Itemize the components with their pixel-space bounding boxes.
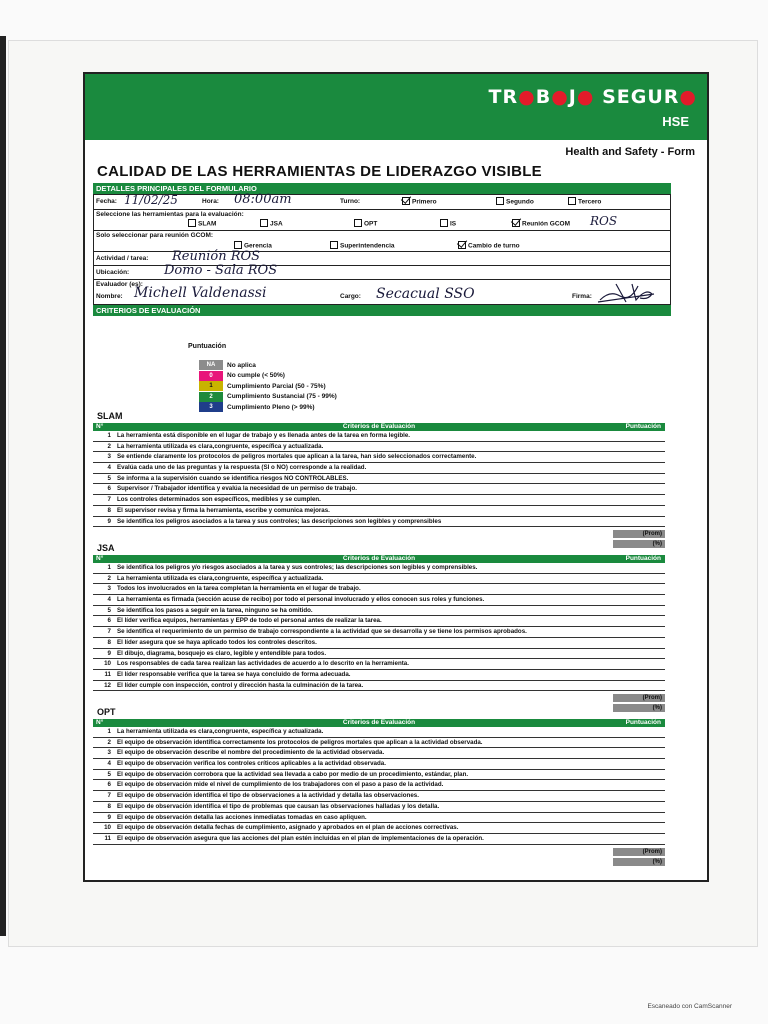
brand-logo: TR●B●J● SEGUR● <box>488 86 697 108</box>
scan-edge <box>0 36 6 936</box>
table-row[interactable] <box>93 813 665 824</box>
turno-tercero[interactable]: Tercero <box>568 198 601 206</box>
percent-cell: (%) <box>613 704 665 712</box>
row-criterion: La herramienta utilizada es clara,congruente, específica y actualizada. <box>117 574 324 582</box>
row-number: 8 <box>107 506 111 514</box>
tool-opt[interactable]: OPT <box>354 220 377 228</box>
header-num: N° <box>96 719 104 726</box>
table-row[interactable] <box>93 770 665 781</box>
row-number: 9 <box>107 517 111 525</box>
row-evaluador: Evaluador (es): Nombre: Michell Valdenassi Cargo: Secacual SSO Firma: <box>94 279 670 304</box>
row-criterion: El equipo de observación detalla fechas de cumplimiento, asignado y aprobados en el plan de acciones correctivas. <box>117 824 459 832</box>
row-number: 10 <box>104 660 111 668</box>
row-number: 1 <box>107 564 111 571</box>
prom-cell: (Prom) <box>613 694 665 702</box>
row-criterion: El equipo de observación mide el nivel de cumplimiento de los trabajadores con el paso a paso de la actividad. <box>117 781 444 789</box>
slam-label: SLAM <box>97 411 123 421</box>
legend-swatch: 0 <box>199 371 223 381</box>
table-row[interactable] <box>93 780 665 791</box>
legend-item <box>199 381 326 391</box>
row-number: 5 <box>107 606 111 614</box>
table-row[interactable] <box>93 474 665 485</box>
legend-swatch: 2 <box>199 392 223 402</box>
legend-swatch: 3 <box>199 402 223 412</box>
table-row[interactable] <box>93 681 665 692</box>
prom-cell: (Prom) <box>613 848 665 856</box>
row-criterion: El supervisor revisa y firma la herramienta, escribe y comunica mejoras. <box>117 506 330 514</box>
nombre-value[interactable]: Michell Valdenassi <box>134 285 267 301</box>
row-criterion: El líder cumple con inspección, control y dirección hasta la culminación de la tarea. <box>117 681 364 689</box>
row-actividad: Actividad / tarea: Reunión ROS <box>94 251 670 265</box>
hora-value[interactable]: 08:00am <box>234 192 292 207</box>
legend-item <box>199 360 256 370</box>
row-criterion: Se identifica el requerimiento de un permiso de trabajo correspondiente a la actividad que se desarrolla y se tiene los permisos aprobados. <box>117 628 527 636</box>
header-criterios: Criterios de Evaluación <box>342 719 416 726</box>
table-row[interactable] <box>93 463 665 474</box>
row-criterion: Se entiende claramente los protocolos de peligros mortales que aplican a la tarea, han sido seleccionados correctamente. <box>117 453 477 461</box>
table-row[interactable] <box>93 738 665 749</box>
row-number: 4 <box>107 464 111 472</box>
actividad-value[interactable]: Reunión ROS <box>172 249 261 264</box>
row-number: 7 <box>107 792 111 800</box>
row-number: 7 <box>107 496 111 504</box>
turno-primero[interactable]: Primero <box>402 198 437 206</box>
header-criterios: Criterios de Evaluación <box>342 555 416 562</box>
row-number: 2 <box>107 442 111 450</box>
tool-jsa[interactable]: JSA <box>260 220 283 228</box>
table-row[interactable] <box>93 748 665 759</box>
header-puntuacion: Puntuación <box>625 423 661 430</box>
row-criterion: Se identifica los pasos a seguir en la tarea, ninguno se ha omitido. <box>117 606 313 614</box>
table-row[interactable] <box>93 606 665 617</box>
table-row[interactable] <box>93 616 665 627</box>
row-number: 9 <box>107 813 111 821</box>
tool-reunion-gcom[interactable]: Reunión GCOM <box>512 220 570 228</box>
row-number: 8 <box>107 802 111 810</box>
totals-block <box>93 691 665 713</box>
row-criterion: El dibujo, diagrama, bosquejo es claro, legible y entendible para todos. <box>117 649 327 657</box>
header-puntuacion: Puntuación <box>625 719 661 726</box>
row-number: 12 <box>104 681 111 689</box>
table-row[interactable] <box>93 595 665 606</box>
percent-cell: (%) <box>613 858 665 866</box>
fecha-value[interactable]: 11/02/25 <box>124 193 178 207</box>
ubicacion-value[interactable]: Domo - Sala ROS <box>164 263 278 278</box>
row-criterion: El equipo de observación identifica el tipo de observaciones a la actividad y detalla las observaciones. <box>117 792 419 800</box>
cargo-value[interactable]: Secacual SSO <box>376 286 475 302</box>
details-section <box>93 183 671 316</box>
criteria-bar: CRITERIOS DE EVALUACIÓN <box>93 305 671 316</box>
header-banner <box>85 74 707 140</box>
table-row[interactable] <box>93 452 665 463</box>
row-number: 1 <box>107 432 111 439</box>
gcom-cambio-turno[interactable]: Cambio de turno <box>458 242 520 250</box>
row-criterion: Se identifica los peligros asociados a la tarea y sus controles; las descripciones son legibles y comprensibles <box>117 517 442 525</box>
legend-item <box>199 371 285 381</box>
row-number: 7 <box>107 628 111 636</box>
table-row[interactable] <box>93 442 665 453</box>
header-num: N° <box>96 423 104 430</box>
row-criterion: Los controles determinados son específicos, medibles y se cumplen. <box>117 496 321 504</box>
row-criterion: La herramienta utilizada es clara,congruente, específica y actualizada. <box>117 728 324 735</box>
table-row[interactable] <box>93 823 665 834</box>
form <box>83 72 709 882</box>
details-bar: DETALLES PRINCIPALES DEL FORMULARIO <box>93 183 671 194</box>
row-criterion: La herramienta está disponible en el lugar de trabajo y es llenada antes de la tarea en forma legible. <box>117 432 410 439</box>
totals-block <box>93 527 665 549</box>
table-row[interactable] <box>93 506 665 517</box>
row-tools: Seleccione las herramientas para la evaluación: SLAM JSA OPT IS Reunión GCOM ROS <box>94 209 670 230</box>
row-criterion: El equipo de observación identifica correctamente los protocolos de peligros mortales que aplican a la actividad observada. <box>117 738 483 746</box>
opt-label: OPT <box>97 707 116 717</box>
gcom-superintendencia[interactable]: Superintendencia <box>330 242 395 250</box>
table-row[interactable] <box>93 649 665 660</box>
row-number: 11 <box>104 670 111 678</box>
percent-cell: (%) <box>613 540 665 548</box>
table-row[interactable] <box>93 834 665 845</box>
table-row[interactable] <box>93 802 665 813</box>
row-criterion: El equipo de observación verifica los controles críticos aplicables a la actividad observada. <box>117 760 386 768</box>
page-title: CALIDAD DE LAS HERRAMIENTAS DE LIDERAZGO VISIBLE <box>97 163 542 180</box>
row-criterion: Supervisor / Trabajador identifica y evalúa la necesidad de un permiso de trabajo. <box>117 485 358 493</box>
row-number: 3 <box>107 749 111 757</box>
table-row[interactable] <box>93 627 665 638</box>
row-number: 4 <box>107 596 111 604</box>
table-row[interactable] <box>93 670 665 681</box>
legend-label: Cumplimiento Sustancial (75 - 99%) <box>227 393 337 400</box>
legend-item <box>199 392 337 402</box>
table-row[interactable] <box>93 431 665 442</box>
row-criterion: La herramienta es firmada (sección acuse de recibo) por todo el personal involucrado y ellos conocen sus roles y funciones. <box>117 596 485 604</box>
row-number: 10 <box>104 824 111 832</box>
turno-segundo[interactable]: Segundo <box>496 198 534 206</box>
header-puntuacion: Puntuación <box>625 555 661 562</box>
table-header <box>93 719 665 727</box>
row-number: 4 <box>107 760 111 768</box>
row-criterion: El equipo de observación identifica el tipo de problemas que causan las observaciones halladas y los detalla. <box>117 802 440 810</box>
table-row[interactable] <box>93 727 665 738</box>
row-number: 8 <box>107 638 111 646</box>
scanner-footer: Escaneado con CamScanner <box>647 1003 732 1010</box>
row-criterion: Se informa a la supervisión cuando se identifica riesgos NO CONTROLABLES. <box>117 474 349 482</box>
row-criterion: Evalúa cada uno de las preguntas y la respuesta (SI o NO) corresponde a la realidad. <box>117 464 367 472</box>
row-fecha: Fecha: 11/02/25 Hora: 08:00am Turno: Primero Segundo Tercero <box>94 194 670 209</box>
slam-table <box>93 423 665 549</box>
row-number: 1 <box>107 728 111 735</box>
table-row[interactable] <box>93 791 665 802</box>
row-number: 11 <box>104 834 111 842</box>
gcom-gerencia[interactable]: Gerencia <box>234 242 272 250</box>
legend-item <box>199 402 315 412</box>
legend-label: Cumplimiento Pleno (> 99%) <box>227 403 315 411</box>
jsa-label: JSA <box>97 543 115 553</box>
table-row[interactable] <box>93 574 665 585</box>
legend-swatch: 1 <box>199 381 223 391</box>
row-criterion: El líder responsable verifica que la tarea se haya concluido de forma adecuada. <box>117 670 351 678</box>
opt-table <box>93 719 665 867</box>
row-number: 6 <box>107 485 111 493</box>
table-header <box>93 423 665 431</box>
row-criterion: El líder asegura que se haya aplicado todos los controles descritos. <box>117 638 317 646</box>
prom-cell: (Prom) <box>613 530 665 538</box>
legend-title: Puntuación <box>188 343 227 350</box>
table-row[interactable] <box>93 584 665 595</box>
details-grid <box>93 194 671 305</box>
row-number: 5 <box>107 770 111 778</box>
totals-block <box>93 845 665 867</box>
row-number: 6 <box>107 617 111 625</box>
table-row[interactable] <box>93 484 665 495</box>
header-criterios: Criterios de Evaluación <box>342 423 416 430</box>
table-row[interactable] <box>93 659 665 670</box>
tool-slam[interactable]: SLAM <box>188 220 216 228</box>
legend-label: No cumple (< 50%) <box>227 372 285 379</box>
row-criterion: El equipo de observación asegura que las acciones del plan estén incluidas en el plan de implementaciones de la operación. <box>117 834 484 842</box>
legend-label: Cumplimiento Parcial (50 - 75%) <box>227 382 326 390</box>
row-number: 5 <box>107 474 111 482</box>
row-number: 2 <box>107 574 111 582</box>
legend-label: No aplica <box>227 361 256 369</box>
table-row[interactable] <box>93 495 665 506</box>
table-header <box>93 555 665 563</box>
hse-label: HSE <box>662 114 689 129</box>
form-subtitle: Health and Safety - Form <box>565 146 695 158</box>
signature[interactable] <box>596 280 658 304</box>
row-ubicacion: Ubicación: Domo - Sala ROS <box>94 265 670 279</box>
legend-swatch: NA <box>199 360 223 370</box>
tools-handwritten: ROS <box>590 214 618 228</box>
row-number: 3 <box>107 585 111 593</box>
table-row[interactable] <box>93 759 665 770</box>
row-criterion: Todos los involucrados en la tarea completan la herramienta en el lugar de trabajo. <box>117 585 361 593</box>
row-criterion: El líder verifica equipos, herramientas y EPP de todo el personal antes de realizar la tarea. <box>117 617 382 625</box>
table-row[interactable] <box>93 638 665 649</box>
table-row[interactable] <box>93 517 665 528</box>
row-criterion: Los responsables de cada tarea realizan las actividades de acuerdo a lo descrito en la herramienta. <box>117 660 409 668</box>
row-criterion: El equipo de observación corrobora que la actividad sea llevada a cabo por medio de un procedimiento, estándar, plan. <box>117 770 469 778</box>
row-gcom: Solo seleccionar para reunión GCOM: Gerencia Superintendencia Cambio de turno <box>94 230 670 251</box>
row-number: 9 <box>107 649 111 657</box>
row-number: 3 <box>107 453 111 461</box>
row-criterion: Se identifica los peligros y/o riesgos asociados a la tarea y sus controles; las descripciones son legibles y comprensibles. <box>117 564 478 571</box>
row-criterion: El equipo de observación describe el nombre del procedimiento de la actividad observada. <box>117 749 385 757</box>
row-criterion: La herramienta utilizada es clara,congruente, específica y actualizada. <box>117 442 324 450</box>
row-number: 6 <box>107 781 111 789</box>
header-num: N° <box>96 555 104 562</box>
table-row[interactable] <box>93 563 665 574</box>
jsa-table <box>93 555 665 713</box>
tool-is[interactable]: IS <box>440 220 456 228</box>
row-number: 2 <box>107 738 111 746</box>
row-criterion: El equipo de observación detalla las acciones inmediatas tomadas en caso apliquen. <box>117 813 367 821</box>
